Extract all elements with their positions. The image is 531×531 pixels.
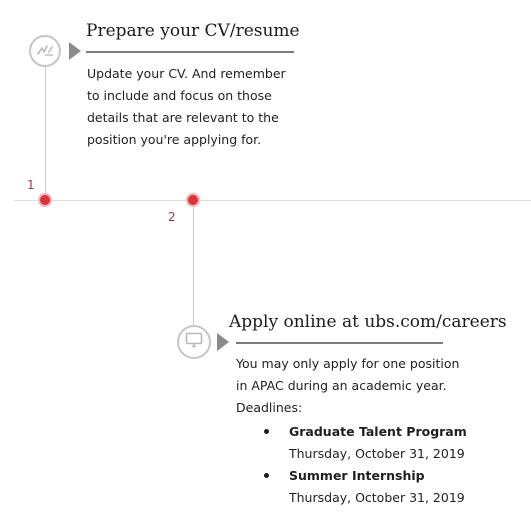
step-2-title-underline xyxy=(236,342,443,344)
step-1-connector xyxy=(45,66,46,200)
bullet-icon xyxy=(264,429,269,434)
deadline-item xyxy=(289,465,516,509)
deadline-name: Summer Internship xyxy=(289,468,425,483)
deadline-date: Thursday, October 31, 2019 xyxy=(289,490,465,505)
step-1-description-line: details that are relevant to the xyxy=(87,110,279,125)
step-2-title: Apply online at ubs.com/careers xyxy=(229,312,507,332)
step-2-description-line: Deadlines: xyxy=(236,400,303,415)
step-1-description-line: to include and focus on those xyxy=(87,88,272,103)
step-2-description xyxy=(236,353,516,509)
step-2-connector xyxy=(193,205,194,325)
timeline-axis xyxy=(14,200,531,201)
step-2-description-line: in APAC during an academic year. xyxy=(236,378,447,393)
step-1-icon-circle xyxy=(29,35,61,67)
step-2-marker xyxy=(188,195,198,205)
step-1-marker xyxy=(40,195,50,205)
step-1-description-line: position you're applying for. xyxy=(87,132,262,147)
step-1-title-underline xyxy=(86,51,294,53)
step-1-pointer-arrow xyxy=(69,42,81,60)
step-1-description-line: Update your CV. And remember xyxy=(87,66,286,81)
step-2-icon-circle xyxy=(177,325,211,359)
step-2-description-line: You may only apply for one position xyxy=(236,356,460,371)
step-1-description xyxy=(87,63,327,151)
step-1-number: 1 xyxy=(27,178,35,192)
signature-icon xyxy=(36,42,54,61)
deadline-list xyxy=(289,421,516,509)
step-2-number: 2 xyxy=(168,210,176,224)
deadline-item xyxy=(289,421,516,465)
deadline-date: Thursday, October 31, 2019 xyxy=(289,446,465,461)
bullet-icon xyxy=(264,473,269,478)
step-1-title: Prepare your CV/resume xyxy=(86,21,300,41)
monitor-icon xyxy=(185,332,203,352)
step-2-pointer-arrow xyxy=(217,333,229,351)
deadline-name: Graduate Talent Program xyxy=(289,424,467,439)
